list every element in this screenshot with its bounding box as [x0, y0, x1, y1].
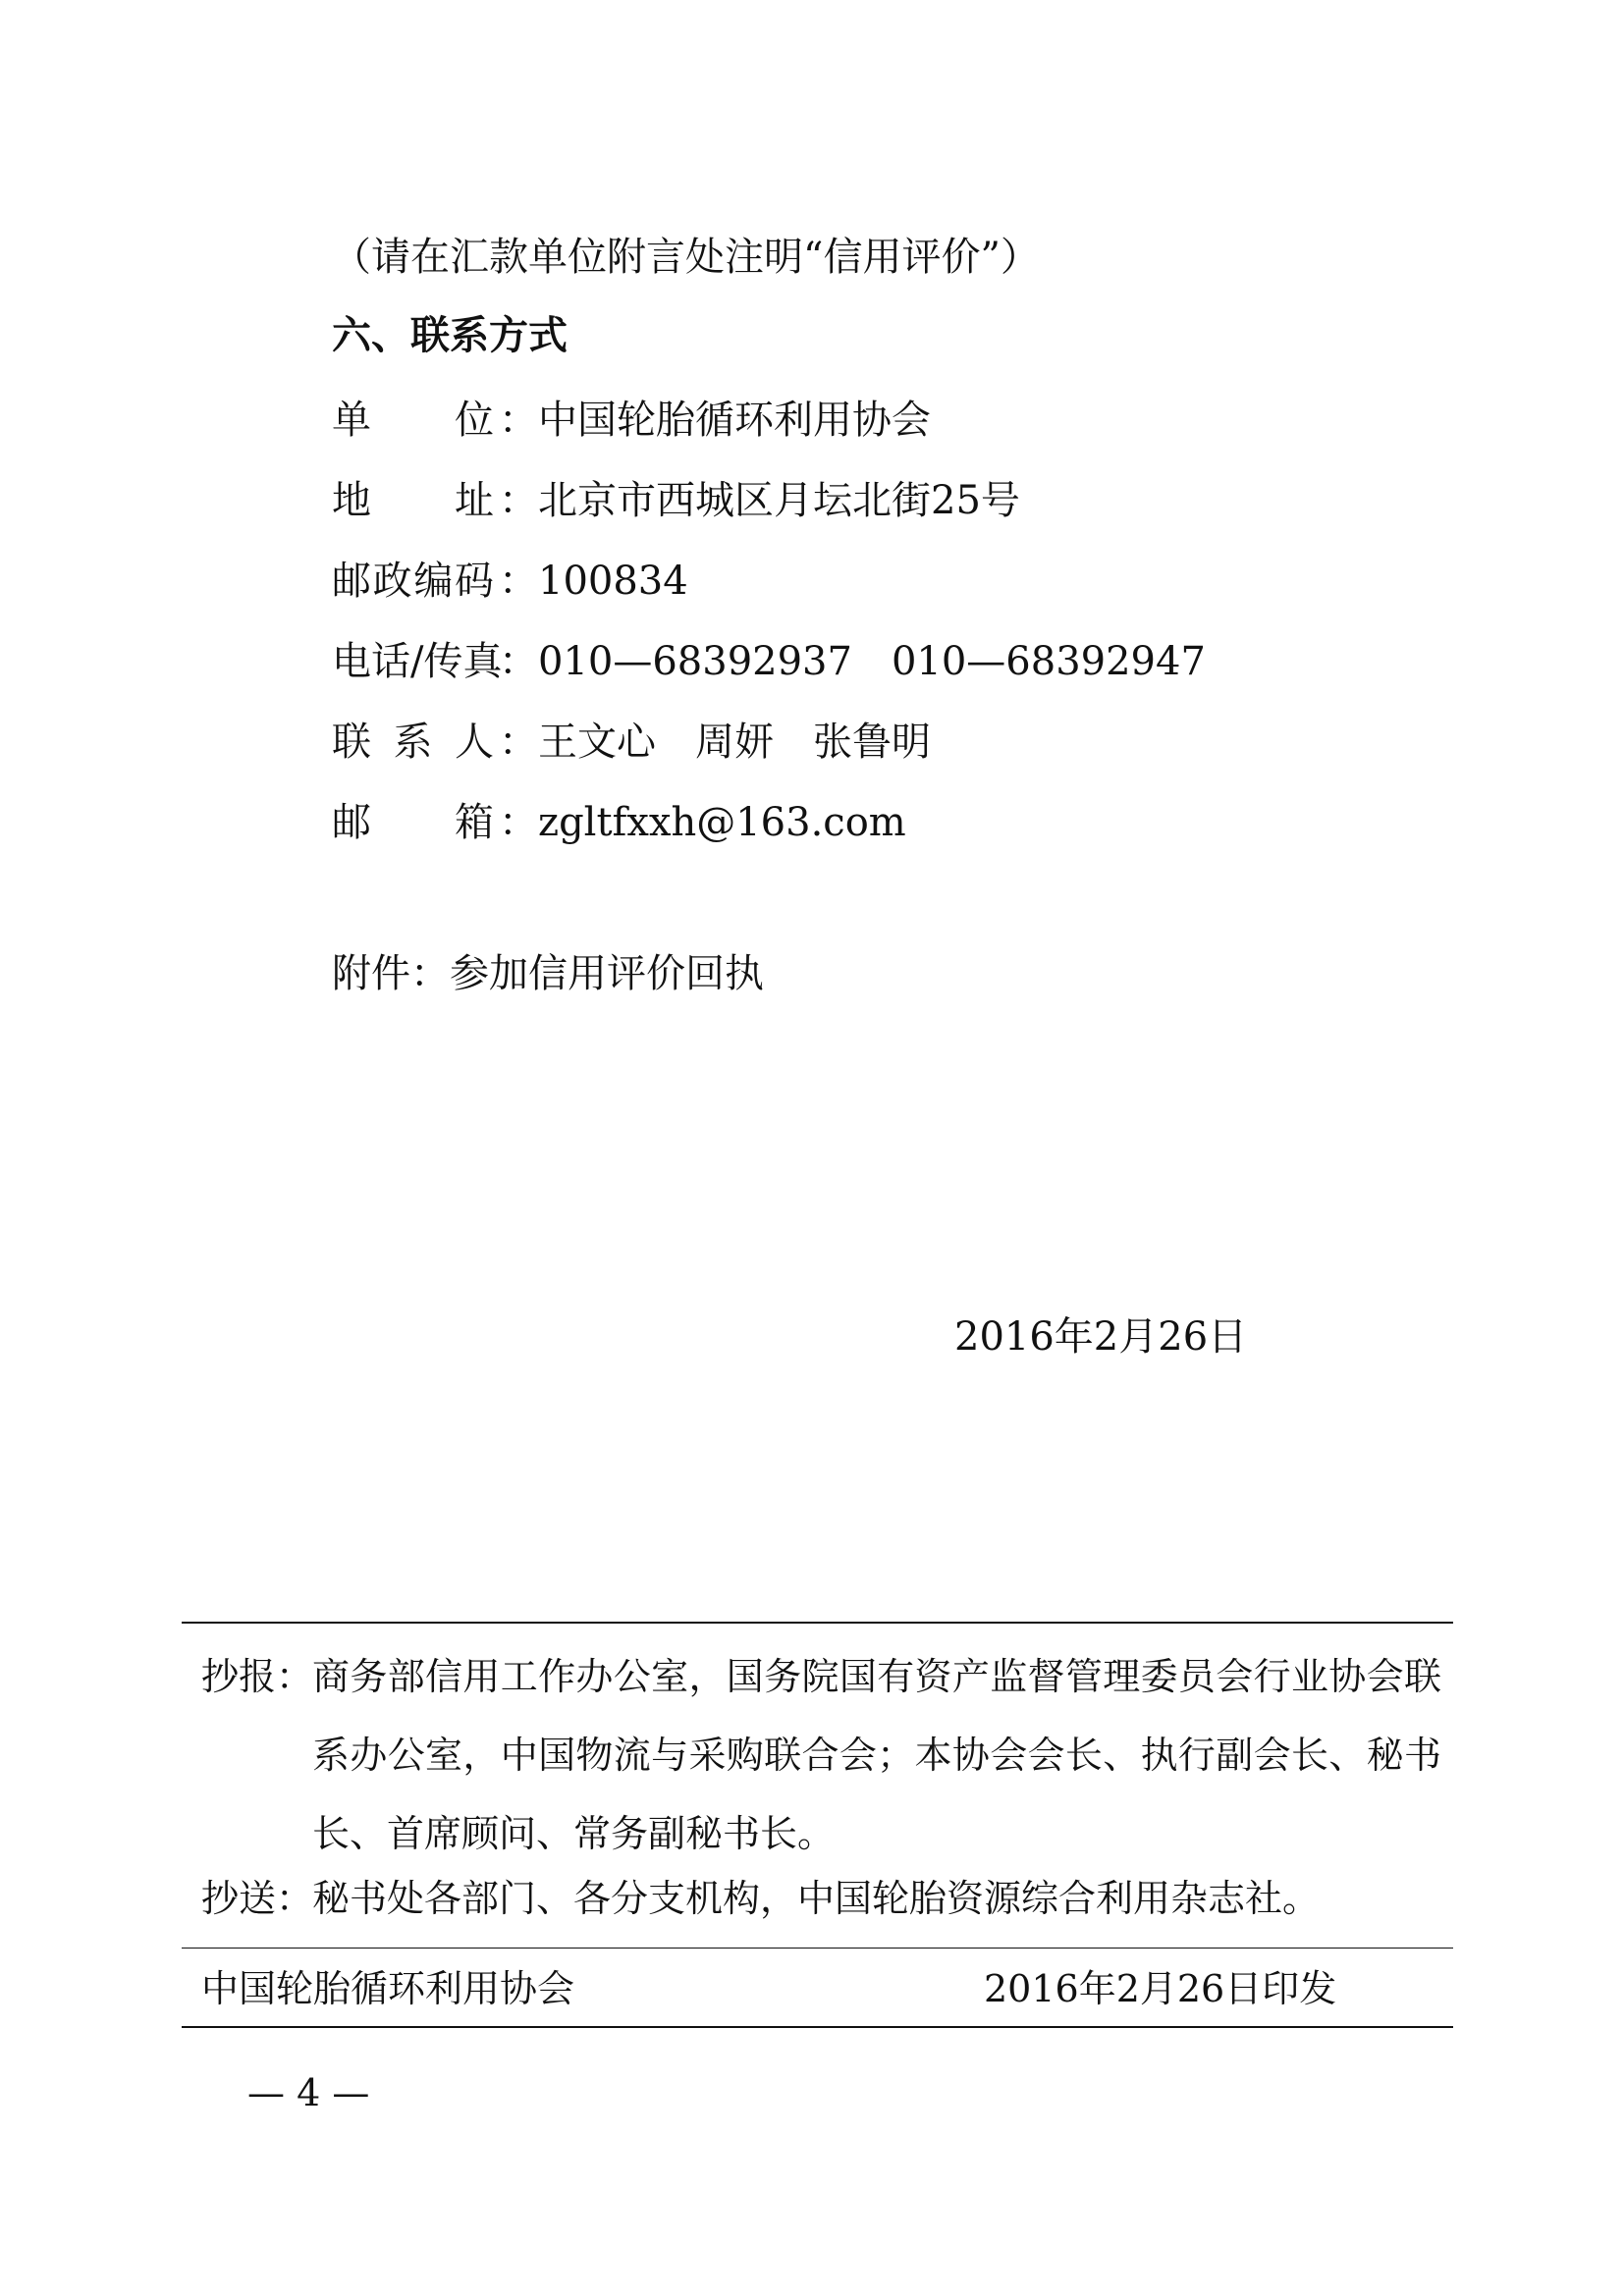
contact-colon: ： — [499, 639, 538, 684]
divider-middle — [182, 1948, 1453, 1949]
cc-report-label: 抄报： — [201, 1655, 314, 1698]
contact-value-email: zgltfxxh@163.com — [538, 800, 906, 845]
document-date: 2016年2月26日 — [954, 1314, 1248, 1360]
contact-colon: ： — [499, 800, 538, 845]
contact-value-phone-fax — [538, 636, 1206, 687]
contact-label-phone-fax: 电 话 / 传 真 — [332, 639, 503, 684]
attachment-line: 附件：参加信用评价回执 — [332, 951, 764, 996]
contact-person: 张鲁明 — [813, 720, 931, 765]
contact-colon: ： — [499, 398, 538, 443]
contact-label-address: 地 址 — [332, 478, 494, 523]
contact-colon: ： — [499, 559, 538, 604]
contact-label-unit: 单 位 — [332, 398, 494, 443]
issuing-organization: 中国轮胎循环利用协会 — [201, 1967, 575, 2010]
cc-send-label: 抄送： — [201, 1877, 314, 1920]
contact-label-email: 邮 箱 — [332, 800, 494, 845]
contact-value-unit: 中国轮胎循环利用协会 — [538, 398, 931, 443]
divider-top — [182, 1622, 1453, 1624]
contact-value-postcode: 100834 — [538, 559, 688, 604]
contact-colon: ： — [499, 478, 538, 523]
issue-date: 2016年2月26日印发 — [984, 1967, 1337, 2010]
fax-number: 010—68392947 — [891, 639, 1206, 684]
contact-colon: ： — [499, 720, 538, 765]
divider-bottom — [182, 2026, 1453, 2028]
contact-value-address: 北京市西城区月坛北街25号 — [538, 478, 1020, 523]
remittance-note: （请在汇款单位附言处注明“信用评价”） — [332, 235, 1040, 280]
section-heading-contact: 六、联系方式 — [332, 313, 568, 358]
phone-number: 010—68392937 — [538, 639, 852, 684]
contact-value-persons — [538, 717, 931, 768]
contact-person: 周妍 — [695, 720, 774, 765]
contact-label-person: 联 系 人 — [332, 720, 494, 765]
cc-send-text: 秘书处各部门、各分支机构，中国轮胎资源综合利用杂志社。 — [312, 1877, 1321, 1920]
contact-person: 王文心 — [538, 720, 656, 765]
page-number: — 4 — — [247, 2071, 370, 2114]
cc-report-text: 商务部信用工作办公室，国务院国有资产监督管理委员会行业协会联系办公室，中国物流与采购联合会；本协会会长、执行副会长、秘书长、首席顾问、常务副秘书长。 — [312, 1655, 1441, 1855]
contact-label-postcode: 邮 政 编 码 — [332, 559, 494, 604]
